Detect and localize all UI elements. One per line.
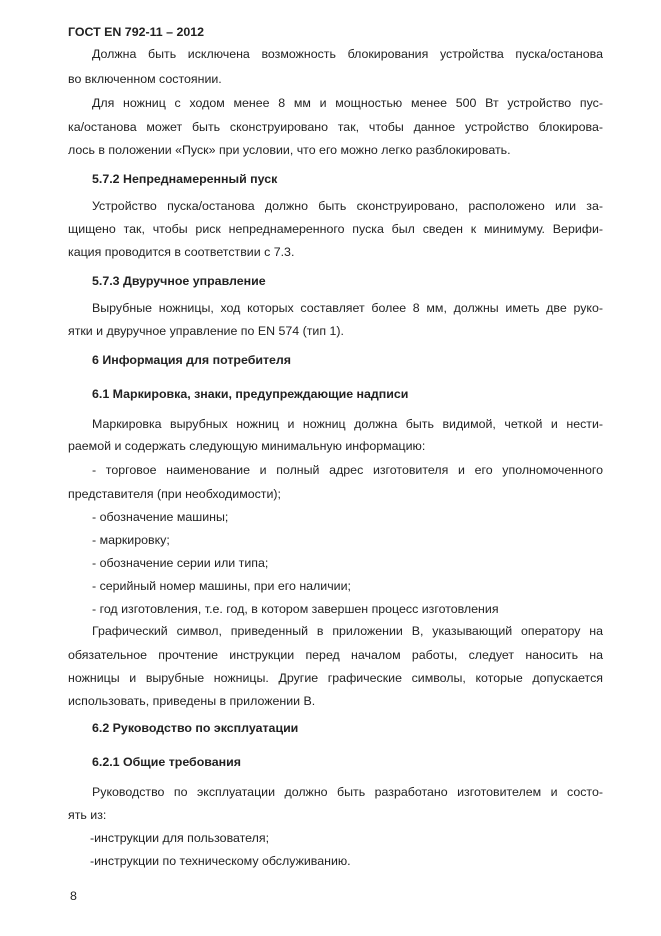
text-line: Маркировка вырубных ножниц и ножниц должна быть видимой, четкой и нести- [92,417,603,431]
list-item: -инструкции для пользователя; [90,831,270,845]
text-line: ка/останова может быть сконструировано так, чтобы данное устройство блокирова- [68,120,603,134]
text-line: использовать, приведены в приложении В. [68,694,316,708]
text-line: Руководство по эксплуатации должно быть разработано изготовителем и состо- [92,785,603,799]
standard-header: ГОСТ EN 792-11 – 2012 [68,25,205,39]
list-item: -инструкции по техническому обслуживанию. [90,854,351,868]
list-item: - обозначение машины; [92,510,229,524]
page-number: 8 [70,889,77,903]
text-line: лось в положении «Пуск» при условии, что его можно легко разблокировать. [68,143,511,157]
text-line: ножницы и вырубные ножницы. Другие графические символы, которые допускается [68,671,603,685]
text-line: Для ножниц с ходом менее 8 мм и мощностью менее 500 Вт устройство пус- [92,96,603,110]
list-item: - маркировку; [92,533,170,547]
section-heading-6-2: 6.2 Руководство по эксплуатации [92,721,299,735]
section-heading-6: 6 Информация для потребителя [92,353,292,367]
section-heading-6-2-1: 6.2.1 Общие требования [92,755,241,769]
list-item: - год изготовления, т.е. год, в котором завершен процесс изготовления [92,602,499,616]
list-item: - серийный номер машины, при его наличии; [92,579,351,593]
section-heading-5-7-3: 5.7.3 Двуручное управление [92,274,266,288]
text-line: Вырубные ножницы, ход которых составляет более 8 мм, должны иметь две руко- [92,301,603,315]
list-item: - торговое наименование и полный адрес изготовителя и его уполномоченного [92,463,603,477]
list-item-continuation: представителя (при необходимости); [68,487,281,501]
section-heading-6-1: 6.1 Маркировка, знаки, предупреждающие надписи [92,387,409,401]
text-line: обязательное прочтение инструкции перед началом работы, следует наносить на [68,648,603,662]
text-line: во включенном состоянии. [68,72,222,86]
text-line: ятки и двуручное управление по EN 574 (тип 1). [68,324,344,338]
text-line: раемой и содержать следующую минимальную информацию: [68,439,426,453]
section-heading-5-7-2: 5.7.2 Непреднамеренный пуск [92,172,278,186]
text-line: кация проводится в соответствии с 7.3. [68,245,295,259]
text-line: Устройство пуска/останова должно быть сконструировано, расположено или за- [92,199,603,213]
text-line: Графический символ, приведенный в приложении В, указывающий оператору на [92,624,603,638]
text-line: ять из: [68,808,107,822]
text-line: щищено так, чтобы риск непреднамеренного пуска был сведен к минимуму. Верифи- [68,222,603,236]
list-item: - обозначение серии или типа; [92,556,269,570]
text-line: Должна быть исключена возможность блокирования устройства пуска/останова [92,47,603,61]
